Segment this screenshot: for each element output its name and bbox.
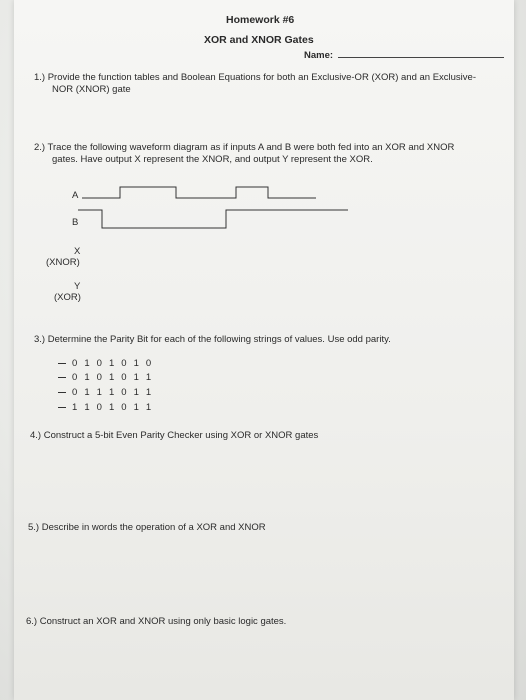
parity-answer-blank[interactable]	[58, 377, 66, 378]
question-2-line-2: gates. Have output X represent the XNOR, and output Y represent the XOR.	[52, 154, 373, 165]
waveform-label-b: B	[72, 217, 79, 228]
question-3-text: 3.) Determine the Parity Bit for each of the following strings of values. Use odd parity.	[34, 334, 391, 345]
parity-row	[58, 358, 153, 370]
parity-row	[58, 402, 153, 414]
waveform-signal-a	[82, 187, 316, 198]
worksheet-subtitle: XOR and XNOR Gates	[204, 34, 314, 46]
waveform-label-xor: (XOR)	[54, 292, 81, 303]
name-label: Name:	[304, 50, 334, 61]
waveform-label-a: A	[72, 190, 79, 201]
parity-string: 0 1 0 1 0 1 0	[72, 358, 154, 369]
parity-string: 0 1 0 1 0 1 1	[72, 372, 154, 383]
question-4-text: 4.) Construct a 5-bit Even Parity Checker using XOR or XNOR gates	[30, 430, 319, 441]
question-1-line-1: 1.) Provide the function tables and Boolean Equations for both an Exclusive-OR (XOR) and an Exclusive-	[34, 72, 476, 83]
question-5-text: 5.) Describe in words the operation of a XOR and XNOR	[28, 522, 266, 533]
waveform-signal-b	[78, 210, 348, 228]
parity-answer-blank[interactable]	[58, 363, 66, 364]
worksheet-title: Homework #6	[226, 14, 295, 26]
waveform-label-y: Y	[74, 281, 81, 292]
parity-answer-blank[interactable]	[58, 392, 66, 393]
parity-string: 1 1 0 1 0 1 1	[72, 402, 154, 413]
worksheet-page	[14, 0, 514, 700]
parity-string: 0 1 1 1 0 1 1	[72, 387, 154, 398]
question-1-line-2: NOR (XNOR) gate	[52, 84, 131, 95]
parity-answer-blank[interactable]	[58, 407, 66, 408]
waveform-label-xnor: (XNOR)	[46, 257, 80, 268]
question-6-text: 6.) Construct an XOR and XNOR using only basic logic gates.	[26, 616, 287, 627]
question-2-line-1: 2.) Trace the following waveform diagram as if inputs A and B were both fed into an XOR and XNOR	[34, 142, 455, 153]
parity-row	[58, 387, 153, 399]
waveform-diagram	[14, 0, 514, 700]
waveform-label-x: X	[74, 246, 81, 257]
parity-row	[58, 372, 153, 384]
